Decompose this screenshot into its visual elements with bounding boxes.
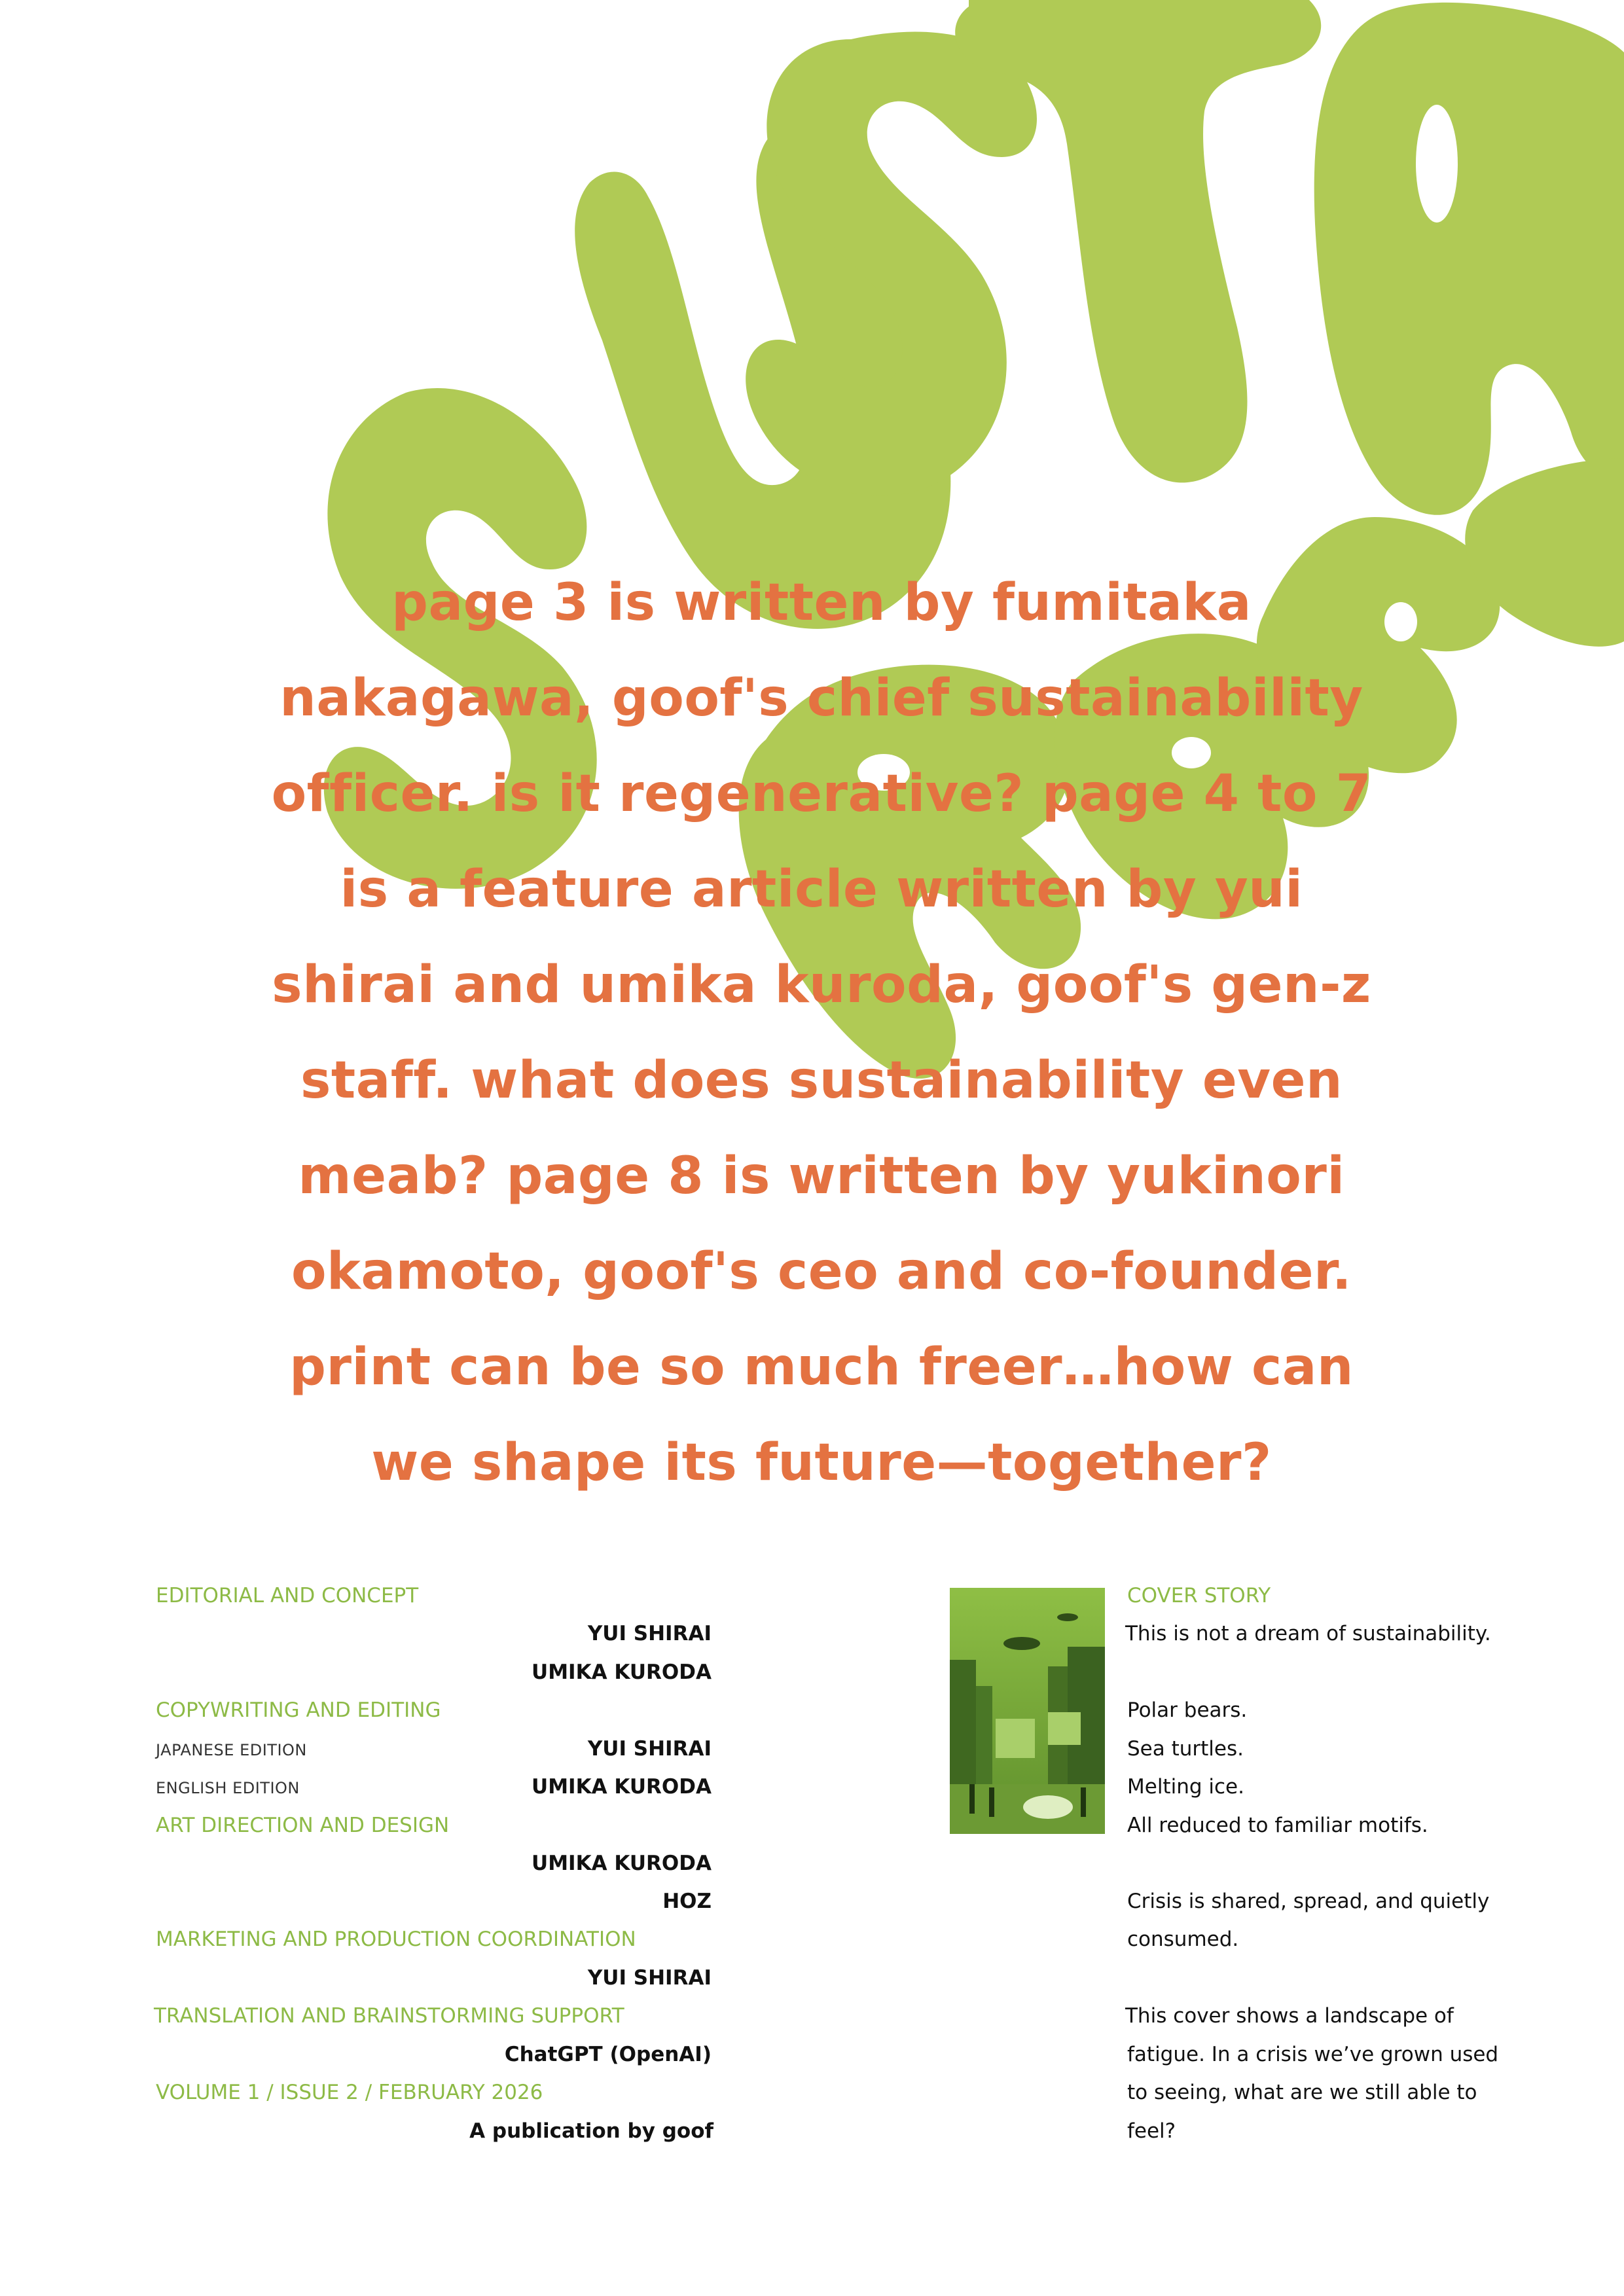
cover-story-line-12: fatigue. In a crisis we’ve grown used [1127, 2043, 1499, 2066]
art-direction-name-1: UMIKA KURODA [532, 1852, 712, 1875]
cover-story-line-1: This is not a dream of sustainability. [1125, 1622, 1491, 1645]
cover-story-line-8: Crisis is shared, spread, and quietly [1127, 1890, 1490, 1913]
marketing-label: MARKETING AND PRODUCTION COORDINATION [156, 1928, 636, 1951]
english-edition-label: ENGLISH EDITION [156, 1779, 300, 1797]
marketing-name: YUI SHIRAI [587, 1966, 712, 1990]
issue-label: VOLUME 1 / ISSUE 2 / FEBRUARY 2026 [156, 2081, 543, 2104]
editorial-label: EDITORIAL AND CONCEPT [156, 1584, 419, 1607]
cover-story-line-13: to seeing, what are we still able to [1127, 2081, 1477, 2104]
english-edition-name: UMIKA KURODA [532, 1775, 712, 1799]
copywriting-label: COPYWRITING AND EDITING [156, 1698, 441, 1722]
cover-story-line-4: Sea turtles. [1127, 1737, 1244, 1761]
cover-story-line-9: consumed. [1127, 1928, 1239, 1951]
cover-story-line-5: Melting ice. [1127, 1775, 1244, 1799]
cover-story-line-14: feel? [1127, 2119, 1176, 2143]
art-direction-label: ART DIRECTION AND DESIGN [156, 1814, 450, 1837]
publisher-line: A publication by goof [469, 2119, 713, 2143]
translation-label: TRANSLATION AND BRAINSTORMING SUPPORT [154, 2004, 624, 2028]
cover-story-line-6: All reduced to familiar motifs. [1127, 1814, 1428, 1837]
cover-story-line-3: Polar bears. [1127, 1698, 1248, 1722]
cover-story-line-11: This cover shows a landscape of [1125, 2004, 1454, 2028]
editorial-name-1: YUI SHIRAI [587, 1622, 712, 1645]
translation-name: ChatGPT (OpenAI) [504, 2043, 712, 2066]
cover-thumbnail-image [950, 1588, 1105, 1834]
japanese-edition-label: JAPANESE EDITION [156, 1741, 307, 1759]
issue-contents-intro: page 3 is written by fumitaka nakagawa, goof's chief sustainability officer. is it regenerative? page 4 to 7 is a feature article written by yui shirai and umika kuroda, goof's gen-z staff. what does sustainability even meab? page 8 is written by yukinori okamoto, goof's ceo and co-founder. print can be so much freer…how can we shape its future—together? [271, 573, 1372, 1492]
art-direction-name-2: HOZ [662, 1890, 712, 1913]
japanese-edition-name: YUI SHIRAI [587, 1737, 712, 1761]
editorial-name-2: UMIKA KURODA [532, 1660, 712, 1684]
cover-story-label: COVER STORY [1127, 1584, 1271, 1607]
